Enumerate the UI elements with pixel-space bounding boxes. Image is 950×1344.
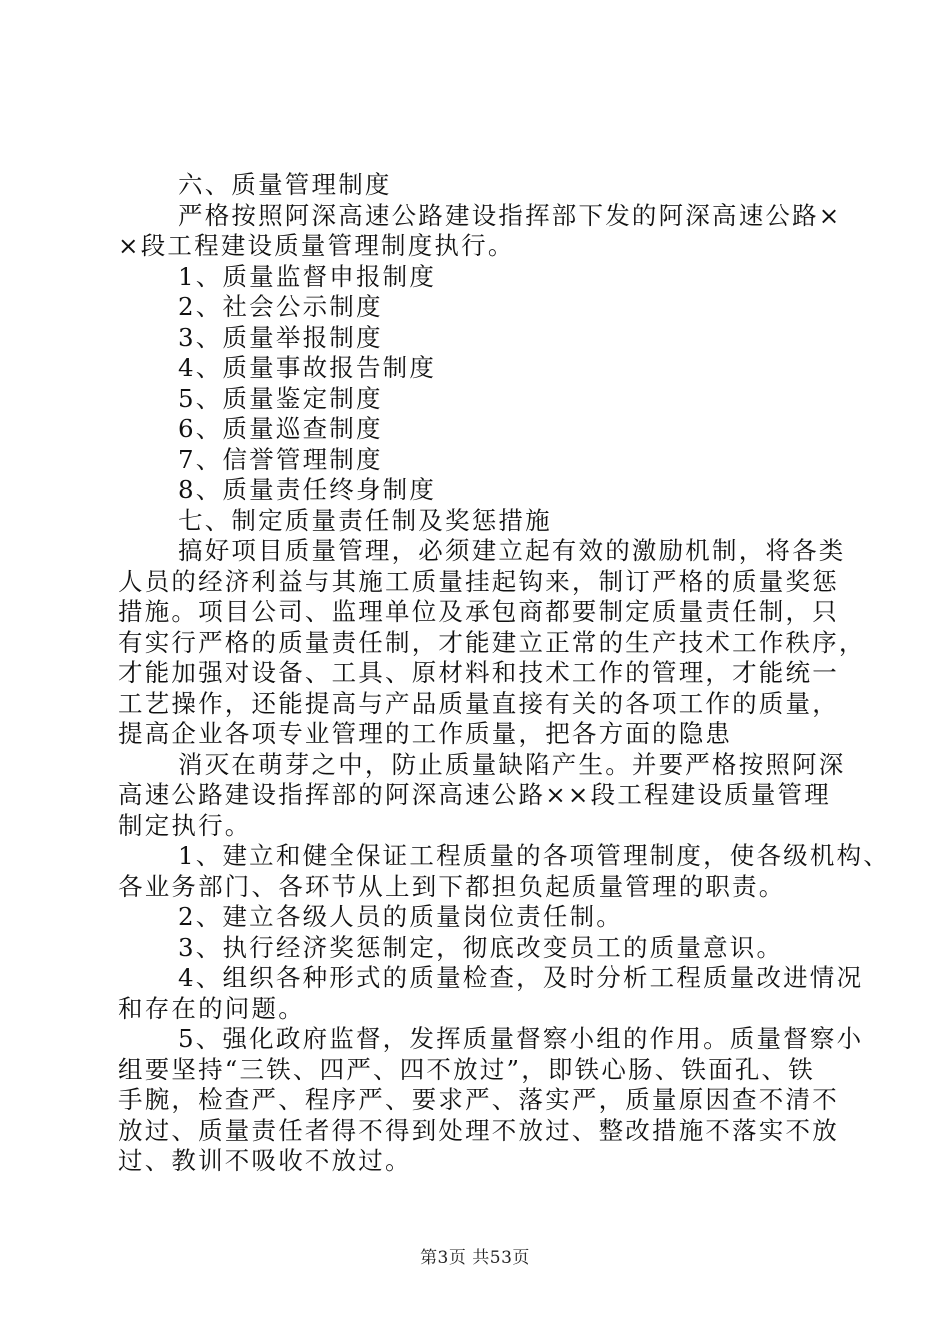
page-footer: [0, 1243, 950, 1268]
text-line: 5、强化政府监督，发挥质量督察小组的作用。质量督察小: [178, 1024, 864, 1053]
text-line: 2、社会公示制度: [178, 292, 383, 321]
text-line: 3、质量举报制度: [178, 322, 383, 352]
text-line: 5、质量鉴定制度: [178, 383, 383, 413]
text-line: 六、质量管理制度: [178, 170, 392, 199]
text-line: 2、建立各级人员的质量岗位责任制。: [178, 902, 623, 931]
text-line: 措施。项目公司、监理单位及承包商都要制定质量责任制，只: [118, 597, 839, 626]
text-line: ×段工程建设质量管理制度执行。: [118, 231, 515, 260]
text-line: 人员的经济利益与其施工质量挂起钩来，制订严格的质量奖惩: [118, 566, 839, 596]
text-line: 4、组织各种形式的质量检查，及时分析工程质量改进情况: [178, 963, 864, 992]
text-line: 工艺操作，还能提高与产品质量直接有关的各项工作的质量，: [118, 688, 839, 718]
text-line: 和存在的问题。: [118, 993, 305, 1023]
text-line: 7、信誉管理制度: [178, 444, 383, 474]
text-line: 制定执行。: [118, 810, 252, 840]
text-line: 七、制定质量责任制及奖惩措施: [178, 505, 552, 535]
text-line: 4、质量事故报告制度: [178, 353, 437, 382]
text-line: 搞好项目质量管理，必须建立起有效的激励机制，将各类: [178, 536, 846, 565]
text-line: 提高企业各项专业管理的工作质量，把各方面的隐患: [118, 719, 733, 748]
text-line: 有实行严格的质量责任制，才能建立正常的生产技术工作秩序，: [118, 627, 866, 657]
text-line: 3、执行经济奖惩制定，彻底改变员工的质量意识。: [178, 932, 784, 962]
text-line: 才能加强对设备、工具、原材料和技术工作的管理，才能统一: [118, 658, 839, 687]
text-line: 消灭在萌芽之中，防止质量缺陷产生。并要严格按照阿深: [178, 749, 846, 779]
text-line: 6、质量巡查制度: [178, 414, 383, 443]
text-line: 8、质量责任终身制度: [178, 475, 437, 504]
document-body: [118, 170, 890, 1177]
text-line: 严格按照阿深高速公路建设指挥部下发的阿深高速公路×: [178, 200, 842, 230]
page-number-label: 第3页 共53页: [420, 1248, 530, 1268]
text-line: 手腕，检查严、程序严、要求严、落实严，质量原因查不清不: [118, 1085, 839, 1114]
text-line: 1、建立和健全保证工程质量的各项管理制度，使各级机构、: [178, 841, 890, 870]
text-line: 1、质量监督申报制度: [178, 261, 437, 291]
text-line: 放过、质量责任者得不得到处理不放过、整改措施不落实不放: [118, 1115, 839, 1145]
text-line: 过、教训不吸收不放过。: [118, 1146, 412, 1175]
text-line: 组要坚持“三铁、四严、四不放过”，即铁心肠、铁面孔、铁: [118, 1054, 815, 1084]
text-line: 高速公路建设指挥部的阿深高速公路××段工程建设质量管理: [118, 780, 831, 809]
text-line: 各业务部门、各环节从上到下都担负起质量管理的职责。: [118, 871, 786, 901]
